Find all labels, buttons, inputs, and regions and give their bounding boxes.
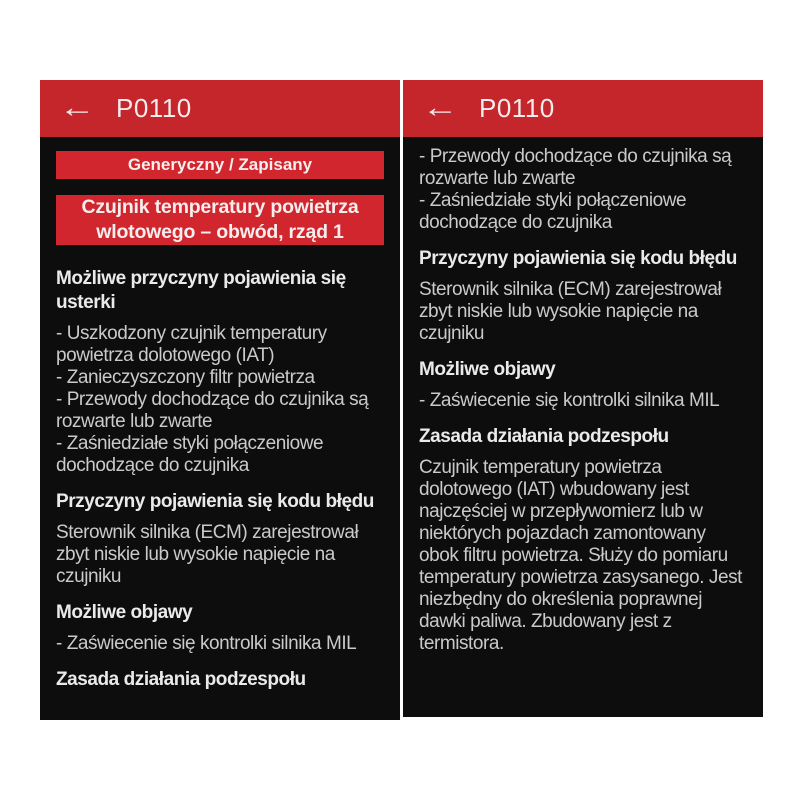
section-heading: Zasada działania podzespołu: [56, 669, 306, 690]
right-app-bar: [403, 80, 763, 137]
section-paragraph: Czujnik temperatury powietrza dolotowego (IAT) wbudowany jest najczęściej w przepływomierz lub w niektórych pojazdach zamontowany obok filtru powietrza. Służy do pomiaru temperatury powietrza zasysanego. Jest niezbędny do określenia poprawnej dawki paliwa. Zbudowany jest z termistora.: [419, 457, 742, 654]
back-icon[interactable]: ←: [422, 92, 459, 124]
section-heading: Możliwe objawy: [56, 602, 193, 623]
section-heading: Przyczyny pojawienia się kodu błędu: [419, 248, 737, 269]
code-description-badge: Czujnik temperatury powietrza wlotowego – obwód, rząd 1: [56, 195, 384, 245]
status-badge: Generyczny / Zapisany: [56, 151, 384, 179]
page-title: P0110: [479, 93, 555, 123]
section-paragraph: - Zanieczyszczony filtr powietrza: [56, 367, 315, 388]
section-heading: Możliwe przyczyny pojawienia się usterki: [56, 268, 346, 313]
panel-right: [403, 80, 763, 717]
right-panel-body[interactable]: [403, 137, 763, 717]
section-paragraph: - Zaśniedziałe styki połączeniowe dochodzące do czujnika: [419, 190, 687, 233]
panel-left: [40, 80, 400, 720]
left-sections: [56, 267, 384, 692]
left-panel-body[interactable]: [40, 137, 400, 720]
section-heading: Zasada działania podzespołu: [419, 426, 669, 447]
section-paragraph: - Przewody dochodzące do czujnika są rozwarte lub zwarte: [419, 146, 732, 189]
section-paragraph: - Zaświecenie się kontrolki silnika MIL: [56, 633, 357, 654]
section-paragraph: - Uszkodzony czujnik temperatury powietrza dolotowego (IAT): [56, 323, 327, 366]
back-icon[interactable]: ←: [59, 92, 96, 124]
section-paragraph: - Zaśniedziałe styki połączeniowe dochodzące do czujnika: [56, 433, 324, 476]
section-paragraph: Sterownik silnika (ECM) zarejestrował zbyt niskie lub wysokie napięcie na czujniku: [419, 279, 722, 344]
page-title: P0110: [116, 93, 192, 123]
left-app-bar: [40, 80, 400, 137]
section-heading: Przyczyny pojawienia się kodu błędu: [56, 491, 374, 512]
section-paragraph: - Zaświecenie się kontrolki silnika MIL: [419, 390, 720, 411]
section-paragraph: Sterownik silnika (ECM) zarejestrował zbyt niskie lub wysokie napięcie na czujniku: [56, 522, 359, 587]
section-heading: Możliwe objawy: [419, 359, 556, 380]
section-paragraph: - Przewody dochodzące do czujnika są rozwarte lub zwarte: [56, 389, 369, 432]
right-sections: [419, 146, 747, 655]
